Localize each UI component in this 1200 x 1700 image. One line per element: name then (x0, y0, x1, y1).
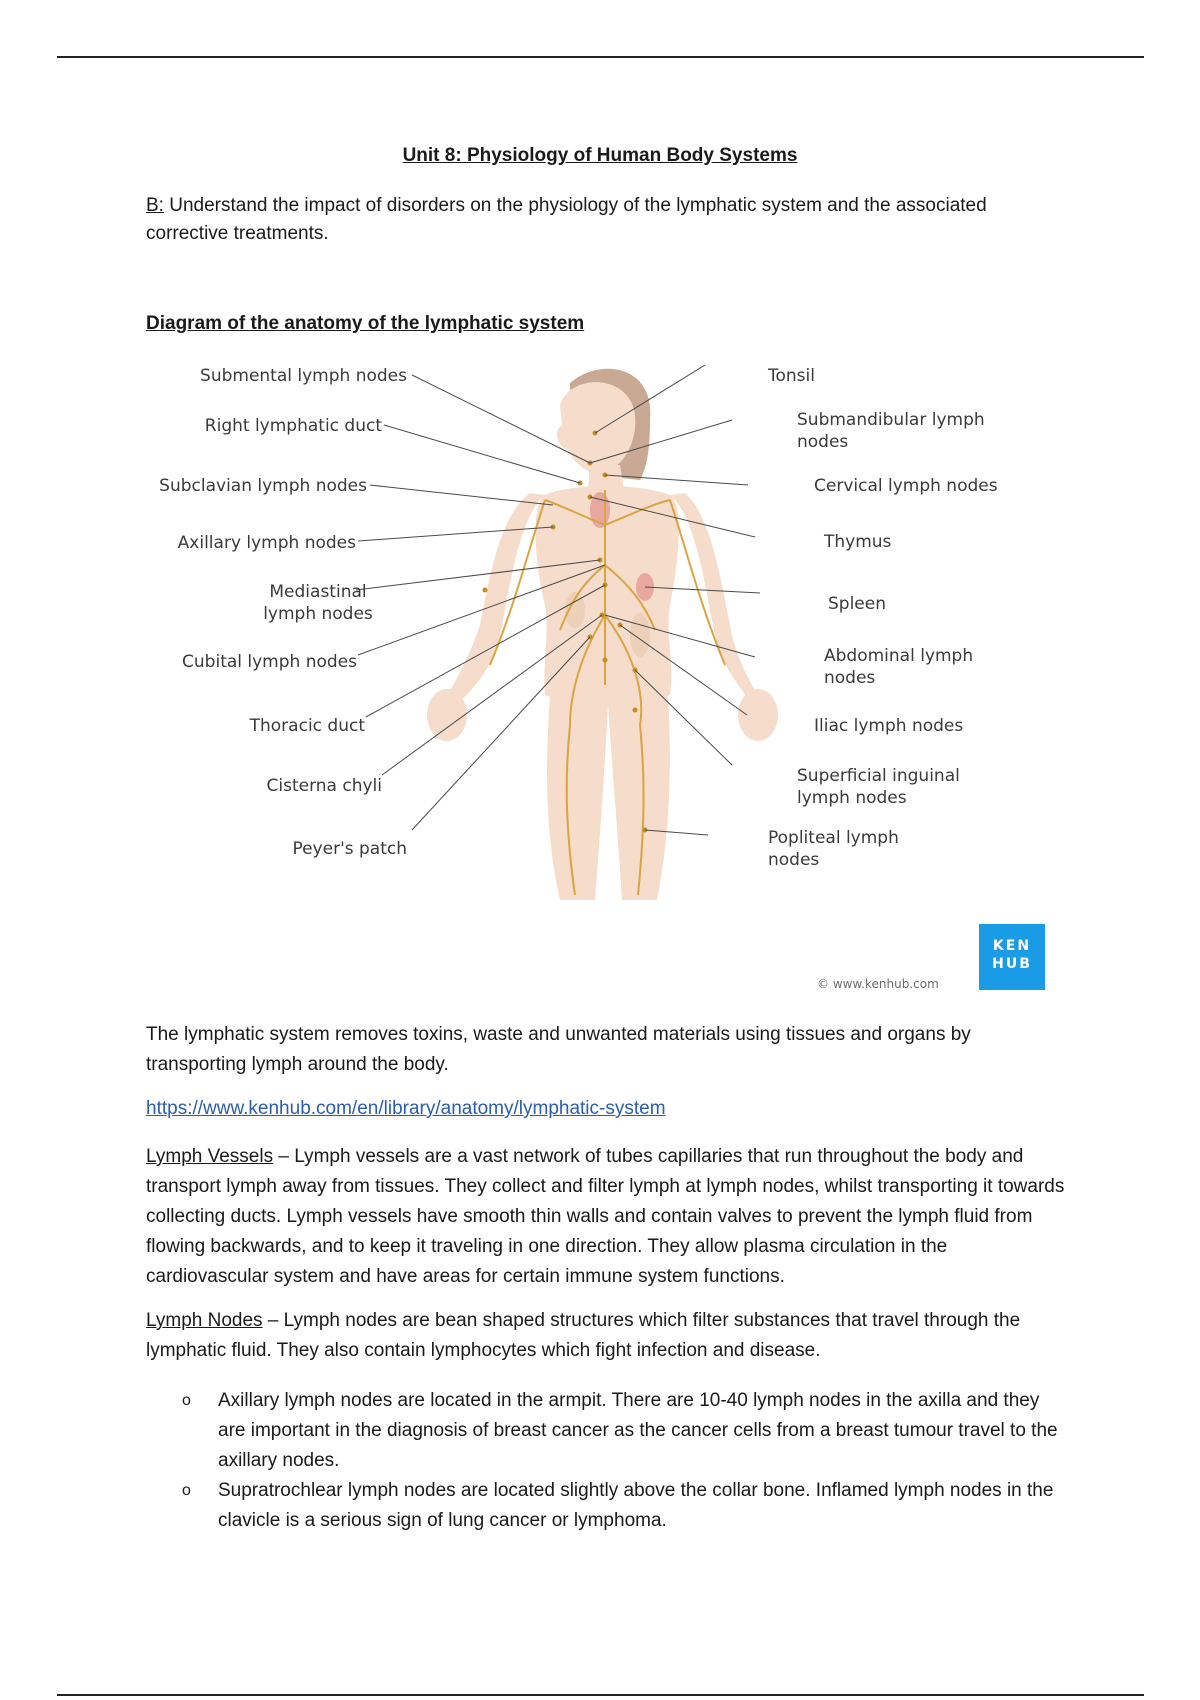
bullet-text: Axillary lymph nodes are located in the armpit. There are 10-40 lymph nodes in the axilla and they are important in the diagnosis of breast cancer as the cancer cells from a breast tumour travel to the axillary nodes. (218, 1390, 1058, 1471)
label-cervical-lymph-nodes: Cervical lymph nodes (814, 476, 998, 496)
label-thoracic-duct: Thoracic duct (249, 716, 365, 736)
label-cubital-lymph-nodes: Cubital lymph nodes (182, 652, 357, 672)
lymph-vessels-text: – Lymph vessels are a vast network of tubes capillaries that run throughout the body and transport lymph away from tissues. They collect and filter lymph at lymph nodes, whilst transporting it towards collecting ducts. Lymph vessels have smooth thin walls and contain valves to prevent the lymph fluid from flowing backwards, and to keep it traveling in one direction. They allow plasma circulation in the cardiovascular system and have areas for certain immune system functions. (146, 1146, 1065, 1287)
lymph-nodes-term: Lymph Nodes (146, 1310, 263, 1331)
label-axillary-lymph-nodes: Axillary lymph nodes (177, 533, 356, 553)
objective-code: B: (146, 195, 164, 216)
label-iliac-lymph-nodes: Iliac lymph nodes (814, 716, 964, 736)
lymph-vessels-paragraph (146, 1142, 1066, 1292)
label-right-lymphatic-duct: Right lymphatic duct (204, 416, 382, 436)
list-item (146, 1386, 1066, 1476)
intro-paragraph: The lymphatic system removes toxins, waste and unwanted materials using tissues and organs by transporting lymph around the body. (146, 1024, 971, 1075)
diagram-copyright: © www.kenhub.com (817, 977, 939, 991)
diagram-heading: Diagram of the anatomy of the lymphatic system (146, 313, 585, 334)
label-thymus: Thymus (824, 532, 892, 552)
lymph-nodes-paragraph (146, 1306, 1066, 1366)
label-popliteal-lymph-nodes: Popliteal lymph nodes (768, 828, 899, 870)
label-submental-lymph-nodes: Submental lymph nodes (200, 366, 407, 386)
list-item (146, 1476, 1066, 1536)
label-superficial-inguinal-lymph-nodes: Superficial inguinal lymph nodes (797, 766, 960, 808)
label-cisterna-chyli: Cisterna chyli (266, 776, 382, 796)
kenhub-logo (979, 924, 1045, 990)
lymphatic-diagram (150, 365, 1050, 1000)
label-tonsil: Tonsil (768, 366, 815, 386)
lymph-node-bullet-list (146, 1386, 1066, 1536)
header-rule (57, 56, 1144, 58)
label-peyers-patch: Peyer's patch (292, 839, 407, 859)
source-link-line (146, 1094, 1066, 1124)
label-mediastinal-lymph-nodes: Mediastinal lymph nodes (263, 582, 373, 624)
bullet-marker: o (182, 1392, 191, 1409)
objective-text: Understand the impact of disorders on the physiology of the lymphatic system and the associated corrective treatments. (146, 195, 987, 244)
lymph-vessels-term: Lymph Vessels (146, 1146, 274, 1167)
label-subclavian-lymph-nodes: Subclavian lymph nodes (159, 476, 367, 496)
bullet-text: Supratrochlear lymph nodes are located slightly above the collar bone. Inflamed lymph nodes in the clavicle is a serious sign of lung cancer or lymphoma. (218, 1480, 1054, 1531)
label-abdominal-lymph-nodes: Abdominal lymph nodes (824, 646, 974, 688)
lymph-nodes-text: – Lymph nodes are bean shaped structures which filter substances that travel through the lymphatic fluid. They also contain lymphocytes which fight infection and disease. (146, 1310, 1021, 1361)
page-title: Unit 8: Physiology of Human Body Systems (402, 145, 798, 166)
logo-line-2: HUB (992, 956, 1032, 972)
bullet-marker: o (182, 1482, 191, 1499)
footer-rule (57, 1694, 1144, 1696)
learning-objective (146, 192, 1066, 248)
label-spleen: Spleen (828, 594, 886, 614)
logo-line-1: KEN (992, 938, 1032, 954)
label-submandibular-lymph-nodes: Submandibular lymph nodes (797, 410, 985, 452)
kenhub-source-link[interactable]: https://www.kenhub.com/en/library/anatomy/lymphatic-system (146, 1098, 666, 1119)
